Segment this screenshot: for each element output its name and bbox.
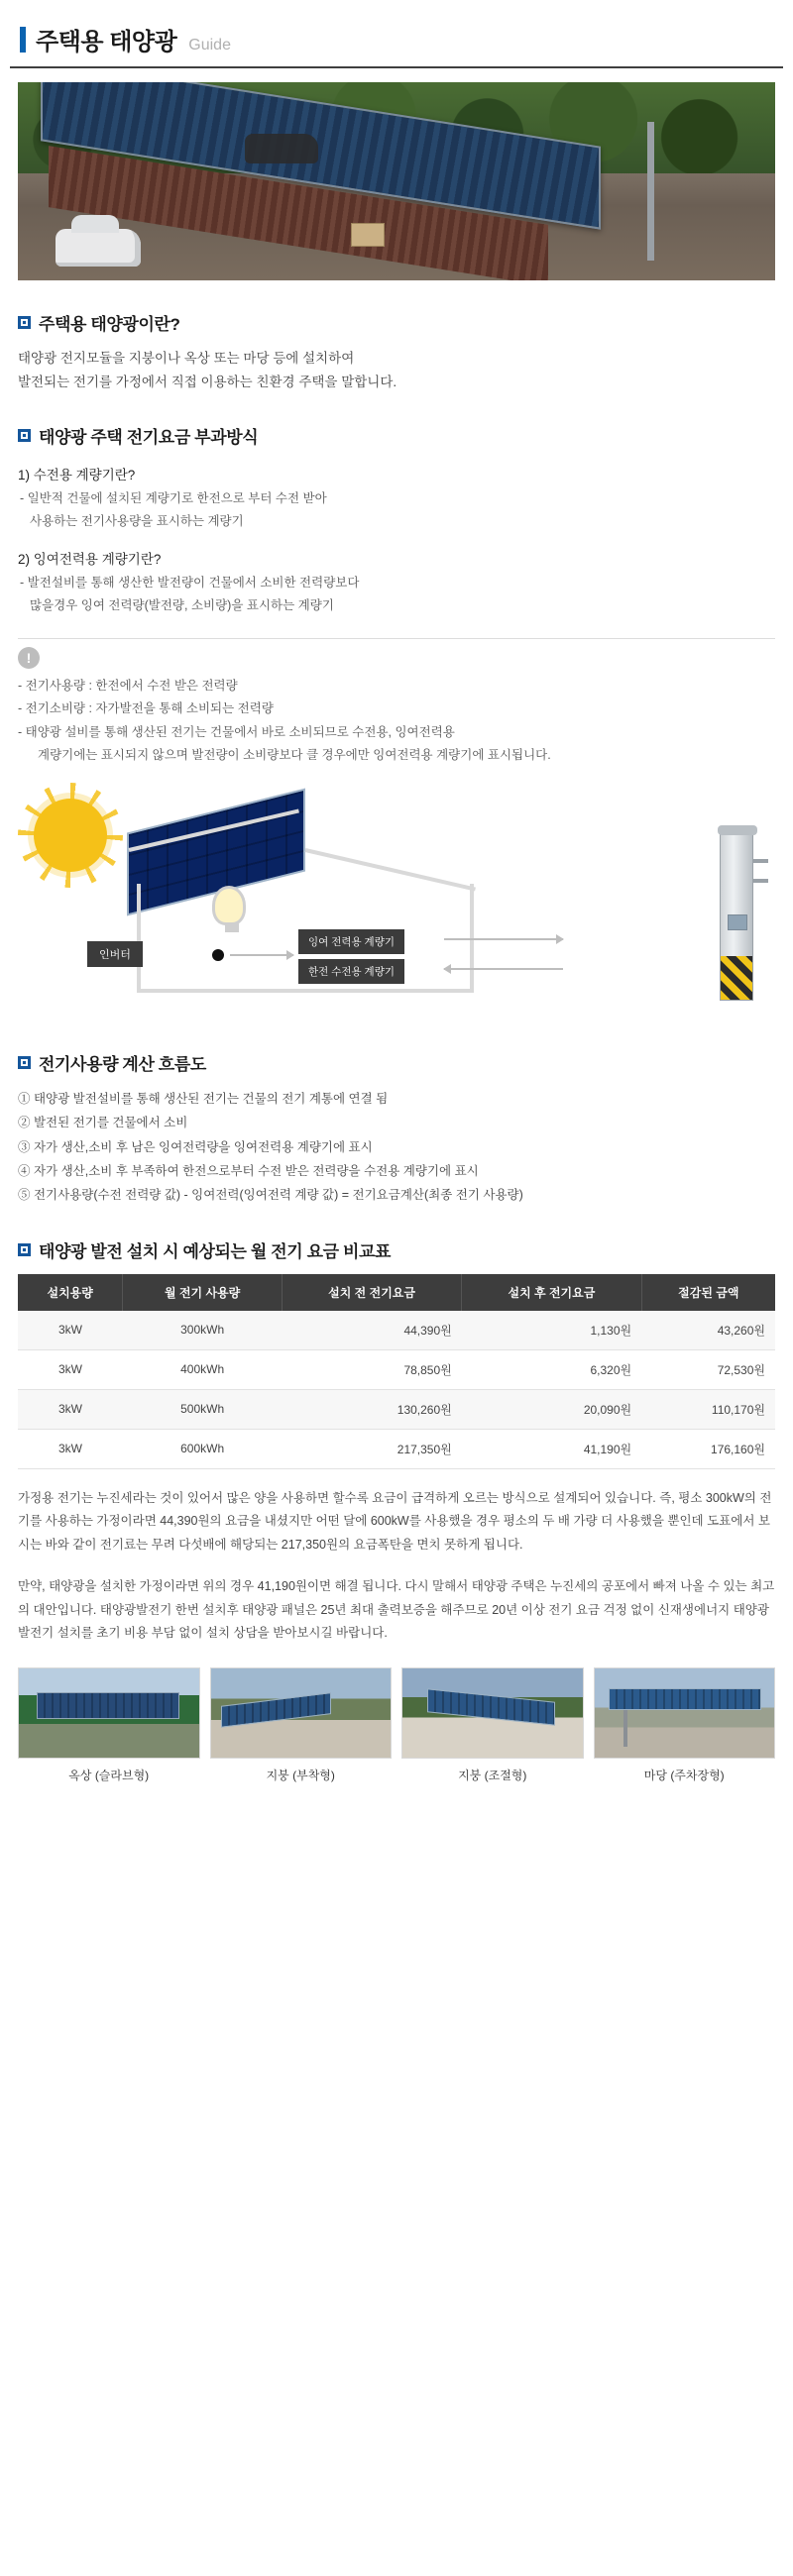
arrow-surplus-to-grid	[444, 938, 563, 940]
cell-usage: 600kWh	[123, 1429, 283, 1468]
gallery	[18, 1667, 775, 1783]
bottom-paragraph-2: 만약, 태양광을 설치한 가정이라면 위의 경우 41,190원이면 해결 됩니다. 다시 말해서 태양광 주택은 누진세의 공포에서 빠져 나올 수 있는 최고의 대안입니다. 태양광발전기 한번 설치후 태양광 패널은 25년 최대 출력보증을 해주므로 20년 이상 전기 요금 걱정 없이 신재생에너지 태양광발전기 설치를 초기 비용 부담 없이 설치 상담을 받아보시길 바랍니다.	[18, 1578, 775, 1641]
gallery-thumbnail	[18, 1667, 200, 1759]
intro-line-1: 태양광 전지모듈을 지붕이나 옥상 또는 마당 등에 설치하여	[18, 351, 355, 366]
cell-after: 20,090원	[462, 1389, 641, 1429]
notice-list	[18, 675, 775, 767]
section-title-table: 태양광 발전 설치 시 예상되는 월 전기 요금 비교표	[39, 1241, 392, 1261]
gallery-caption: 지붕 (조절형)	[458, 1769, 527, 1783]
table-row	[18, 1349, 775, 1389]
comparison-table	[18, 1274, 775, 1469]
cell-savings: 72,530원	[641, 1349, 775, 1389]
cell-after: 1,130원	[462, 1311, 641, 1350]
header-accent-bar	[20, 27, 26, 53]
cell-after: 41,190원	[462, 1429, 641, 1468]
gallery-item	[18, 1667, 200, 1783]
section-heading-flow	[18, 1050, 775, 1075]
hero-support-post	[647, 122, 654, 261]
table-row	[18, 1429, 775, 1468]
gallery-item	[594, 1667, 776, 1783]
square-bullet-icon	[18, 1243, 31, 1256]
cell-savings: 110,170원	[641, 1389, 775, 1429]
flow-step: ⑤ 전기사용량(수전 전력량 값) - 잉여전력(잉여전력 계량 값) = 전기요금계산(최종 전기 사용량)	[18, 1188, 523, 1203]
gallery-caption: 지붕 (부착형)	[266, 1769, 335, 1783]
table-row	[18, 1389, 775, 1429]
arrow-grid-to-meter	[444, 968, 563, 970]
section-heading-intro	[18, 310, 775, 335]
inverter-label: 인버터	[87, 941, 143, 967]
gallery-caption: 마당 (주차장형)	[643, 1769, 725, 1783]
column-header: 설치 후 전기요금	[462, 1274, 641, 1311]
bottom-paragraph-1: 가정용 전기는 누진세라는 것이 있어서 많은 양을 사용하면 할수록 요금이 급격하게 오르는 방식으로 설계되어 있습니다. 즉, 평소 300kW의 전기를 사용하는 가정이라면 44,390원의 요금을 내셨지만 어떤 달에 600kW를 사용했을 경우 평소의 두 배 가량 더 사용했을 뿐인데 도표에서 보시는 바와 같이 전기료는 무려 다섯배에 해당되는 217,350원의 요금폭탄을 면치 못하게 됩니다.	[18, 1490, 772, 1553]
light-bulb-icon	[212, 886, 246, 925]
intro-paragraph	[18, 347, 775, 393]
section-heading-billing	[18, 423, 775, 448]
cell-before: 217,350원	[282, 1429, 461, 1468]
hero-box	[351, 223, 385, 247]
cell-capacity: 3kW	[18, 1311, 123, 1350]
arrow-node-to-meter	[230, 954, 293, 956]
flow-step-list	[18, 1087, 775, 1208]
system-diagram	[18, 793, 775, 1020]
section-heading-table	[18, 1237, 775, 1262]
flow-step: ① 태양광 발전설비를 통해 생산된 전기는 건물의 전기 계통에 연결 됨	[18, 1091, 389, 1106]
utility-pole-icon	[720, 832, 753, 1001]
square-bullet-icon	[18, 1056, 31, 1069]
gallery-item	[401, 1667, 584, 1783]
flow-step: ② 발전된 전기를 건물에서 소비	[18, 1116, 188, 1130]
section-title-intro: 주택용 태양광이란?	[39, 315, 180, 334]
column-header: 설치용량	[18, 1274, 123, 1311]
hero-image	[18, 82, 775, 280]
cell-after: 6,320원	[462, 1349, 641, 1389]
column-header: 월 전기 사용량	[123, 1274, 283, 1311]
table-header-row	[18, 1274, 775, 1311]
section-title-flow: 전기사용량 계산 흐름도	[39, 1054, 206, 1074]
cell-usage: 500kWh	[123, 1389, 283, 1429]
billing-item-line: - 일반적 건물에 설치된 계량기로 한전으로 부터 수전 받아	[20, 491, 327, 506]
notice-box	[18, 638, 775, 767]
exclamation-icon: !	[18, 647, 40, 669]
intro-line-2: 발전되는 전기를 가정에서 직접 이용하는 친환경 주택을 말합니다.	[18, 374, 397, 389]
cell-usage: 300kWh	[123, 1311, 283, 1350]
notice-line: - 태양광 설비를 통해 생산된 전기는 건물에서 바로 소비되므로 수전용, 잉여전력용	[18, 724, 455, 739]
billing-item-line: 사용하는 전기사용량을 표시하는 계량기	[30, 513, 244, 528]
page-subtitle: Guide	[188, 37, 231, 54]
junction-node-icon	[212, 949, 224, 961]
cell-before: 78,850원	[282, 1349, 461, 1389]
column-header: 절감된 금액	[641, 1274, 775, 1311]
billing-item-body	[20, 572, 775, 616]
gallery-caption: 옥상 (슬라브형)	[68, 1769, 150, 1783]
cell-capacity: 3kW	[18, 1349, 123, 1389]
hero-car-dark	[245, 134, 318, 163]
comparison-table-wrapper	[18, 1274, 775, 1469]
cell-before: 130,260원	[282, 1389, 461, 1429]
table-row	[18, 1311, 775, 1350]
notice-line: 계량기에는 표시되지 않으며 발전량이 소비량보다 클 경우에만 잉여전력용 계량기에 표시됩니다.	[38, 747, 551, 762]
flow-step: ③ 자가 생산,소비 후 남은 잉여전력량을 잉여전력용 계량기에 표시	[18, 1139, 373, 1154]
meter-receive-label: 한전 수전용 계량기	[298, 959, 404, 984]
billing-item-body	[20, 487, 775, 532]
billing-item-line: - 발전설비를 통해 생산한 발전량이 건물에서 소비한 전력량보다	[20, 576, 360, 590]
square-bullet-icon	[18, 316, 31, 329]
cell-capacity: 3kW	[18, 1389, 123, 1429]
gallery-thumbnail	[401, 1667, 584, 1759]
sun-icon	[34, 799, 107, 872]
flow-step: ④ 자가 생산,소비 후 부족하여 한전으로부터 수전 받은 전력량을 수전용 계량기에 표시	[18, 1163, 479, 1178]
meter-surplus-label: 잉여 전력용 계량기	[298, 929, 404, 954]
billing-item-title: 2) 잉여전력용 계량기란?	[18, 552, 162, 568]
gallery-thumbnail	[594, 1667, 776, 1759]
notice-line: - 전기사용량 : 한전에서 수전 받은 전력량	[18, 679, 238, 694]
page-header	[10, 0, 783, 68]
billing-item-line: 많을경우 잉여 전력량(발전량, 소비량)을 표시하는 계량기	[30, 597, 334, 612]
section-title-billing: 태양광 주택 전기요금 부과방식	[39, 428, 259, 448]
cell-before: 44,390원	[282, 1311, 461, 1350]
page-title: 주택용 태양광	[36, 29, 177, 55]
cell-savings: 176,160원	[641, 1429, 775, 1468]
gallery-thumbnail	[210, 1667, 393, 1759]
cell-capacity: 3kW	[18, 1429, 123, 1468]
gallery-item	[210, 1667, 393, 1783]
hero-car-white	[56, 229, 141, 267]
cell-usage: 400kWh	[123, 1349, 283, 1389]
billing-item-title: 1) 수전용 계량기란?	[18, 468, 136, 483]
notice-line: - 전기소비량 : 자가발전을 통해 소비되는 전력량	[18, 701, 274, 716]
column-header: 설치 전 전기요금	[282, 1274, 461, 1311]
cell-savings: 43,260원	[641, 1311, 775, 1350]
square-bullet-icon	[18, 429, 31, 442]
